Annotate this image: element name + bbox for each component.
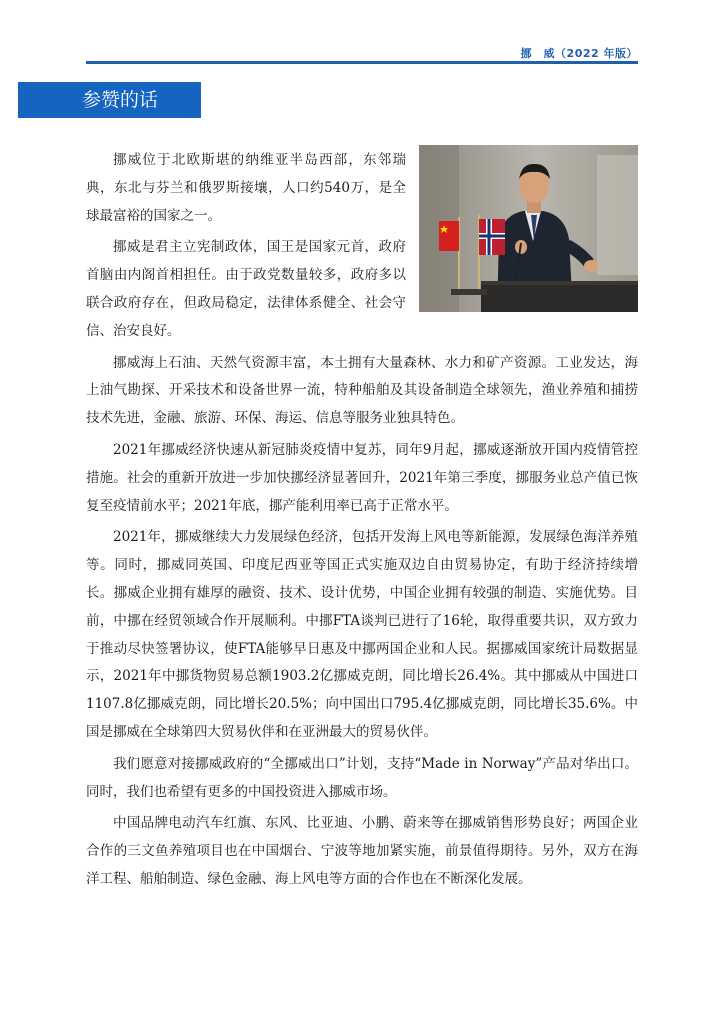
paragraph: 挪威是君主立宪制政体，国王是国家元首，政府首脑由内阁首相担任。由于政党数量较多，政府多以联合政府存在，但政局稳定，法律体系健全、社会守信、治安良好。 (86, 239, 406, 339)
photo-wrap-space (406, 147, 638, 335)
running-header: 挪 威（2022 年版） (520, 47, 638, 60)
header-rule (86, 61, 638, 64)
section-title: 参赞的话 (18, 82, 201, 118)
paragraph: 我们愿意对接挪威政府的“全挪威出口”计划，支持“Made in Norway”产品对华出口。同时，我们也希望有更多的中国投资进入挪威市场。 (86, 755, 638, 800)
body-text (86, 147, 638, 898)
paragraph: 2021年挪威经济快速从新冠肺炎疫情中复苏，同年9月起，挪威逐渐放开国内疫情管控措施。社会的重新开放进一步加快挪经济显著回升，2021年第三季度，挪服务业总产值已恢复至疫情前水平；2021年底，挪产能利用率已高于正常水平。 (86, 441, 638, 514)
paragraph: 2021年，挪威继续大力发展绿色经济，包括开发海上风电等新能源，发展绿色海洋养殖等。同时，挪威同英国、印度尼西亚等国正式实施双边自由贸易协定，有助于经济持续增长。挪威企业拥有雄厚的融资、技术、设计优势，中国企业拥有较强的制造、实施优势。目前，中挪在经贸领域合作开展顺利。中挪FTA谈判已进行了16轮，取得重要共识，双方致力于推动尽快签署协议，使FTA能够早日惠及中挪两国企业和人民。据挪威国家统计局数据显示，2021年中挪货物贸易总额1903.2亿挪威克朗，同比增长26.4%。其中挪威从中国进口1107.8亿挪威克朗，同比增长20.5%；向中国出口795.4亿挪威克朗，同比增长35.6%。中国是挪威在全球第四大贸易伙伴和在亚洲最大的贸易伙伴。 (86, 529, 638, 740)
paragraph: 中国品牌电动汽车红旗、东风、比亚迪、小鹏、蔚来等在挪威销售形势良好；两国企业合作的三文鱼养殖项目也在中国烟台、宁波等地加紧实施，前景值得期待。另外，双方在海洋工程、船舶制造、绿色金融、海上风电等方面的合作也在不断深化发展。 (86, 815, 638, 887)
paragraph: 挪威海上石油、天然气资源丰富，本土拥有大量森林、水力和矿产资源。工业发达，海上油气勘探、开采技术和设备世界一流，特种船舶及其设备制造全球领先，渔业养殖和捕捞技术先进，金融、旅游、环保、海运、信息等服务业独具特色。 (86, 354, 638, 427)
paragraph: 挪威位于北欧斯堪的纳维亚半岛西部，东邻瑞典，东北与芬兰和俄罗斯接壤，人口约540万，是全球最富裕的国家之一。 (86, 152, 406, 224)
